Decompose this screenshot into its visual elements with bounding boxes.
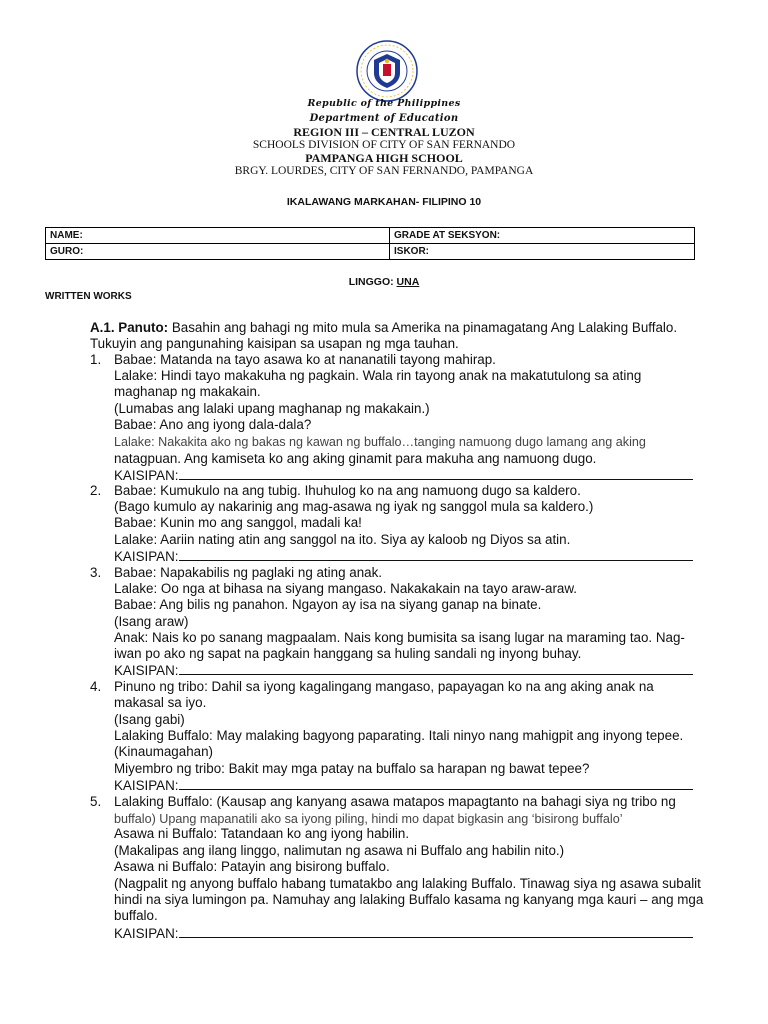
item-number: 4. xyxy=(90,679,102,694)
section-label: WRITTEN WORKS xyxy=(45,291,132,302)
dialogue-line: Asawa ni Buffalo: Patayin ang bisirong buffalo. xyxy=(114,859,390,874)
kaisipan-answer-line[interactable]: KAISIPAN: xyxy=(114,925,693,942)
dialogue-line: Lalake: Aariin nating atin ang sanggol na ito. Siya ay kaloob ng Diyos sa atin. xyxy=(114,532,571,547)
week-value: UNA xyxy=(396,276,420,288)
dialogue-line: Babae: Ano ang iyong dala-dala? xyxy=(114,417,312,432)
dialogue-line: Anak: Nais ko po sanang magpaalam. Nais kong bumisita sa isang lugar na maraming tao. Nag- xyxy=(114,630,685,645)
teacher-field[interactable]: GURO: xyxy=(46,244,390,260)
dialogue-line: (Nagpalit ng anyong buffalo habang tumatakbo ang lalaking Buffalo. Tinawag siya ng asawa subalit xyxy=(114,876,701,891)
dialogue-line: (Makalipas ang ilang linggo, nalimutan ng asawa ni Buffalo ang habilin nito.) xyxy=(114,843,565,858)
score-field[interactable]: ISKOR: xyxy=(390,244,695,260)
instructions-label: A.1. Panuto: xyxy=(90,320,169,335)
school-address: BRGY. LOURDES, CITY OF SAN FERNANDO, PAMPANGA xyxy=(234,165,534,177)
dialogue-line: natagpuan. Ang kamiseta ko ang aking ginamit para makuha ang namuong dugo. xyxy=(114,451,597,466)
dialogue-line: iwan po ako ng sapat na pagkain hanggang sa huling sandali ng inyong buhay. xyxy=(114,646,582,661)
dialogue-line: (Lumabas ang lalaki upang maghanap ng makakain.) xyxy=(114,401,430,416)
dialogue-line: Miyembro ng tribo: Bakit may mga patay na buffalo sa harapan ng bawat tepee? xyxy=(114,761,590,776)
grade-section-field[interactable]: GRADE AT SEKSYON: xyxy=(390,228,695,244)
dialogue-line: Babae: Kunin mo ang sanggol, madali ka! xyxy=(114,515,362,530)
item-number: 1. xyxy=(90,352,102,367)
dialogue-line: buffalo) Upang mapanatili ako sa iyong piling, hindi mo dapat bigkasin ang ‘bisirong buffalo’ xyxy=(114,812,623,826)
dialogue-line: maghanap ng makakain. xyxy=(114,384,261,399)
dialogue-line: Babae: Ang bilis ng panahon. Ngayon ay isa na siyang ganap na binate. xyxy=(114,597,542,612)
item-number: 5. xyxy=(90,794,102,809)
student-info-table xyxy=(45,227,695,260)
kaisipan-answer-line[interactable]: KAISIPAN: xyxy=(114,777,693,794)
dialogue-line: (Isang gabi) xyxy=(114,712,185,727)
dialogue-line: Lalake: Hindi tayo makakuha ng pagkain. Wala rin tayong anak na makatutulong sa ating xyxy=(114,368,642,383)
kaisipan-answer-line[interactable]: KAISIPAN: xyxy=(114,467,693,484)
dialogue-line: Lalake: Nakakita ako ng bakas ng kawan ng buffalo…tanging namuong dugo lamang ang aking xyxy=(114,435,646,449)
dialogue-line: Pinuno ng tribo: Dahil sa iyong kagalingang mangaso, papayagan ko na ang aking anak na xyxy=(114,679,654,694)
deped-seal-icon xyxy=(356,40,418,102)
dialogue-line: Babae: Matanda na tayo asawa ko at nananatili tayong mahirap. xyxy=(114,352,496,367)
division-line: SCHOOLS DIVISION OF CITY OF SAN FERNANDO xyxy=(252,139,516,151)
dialogue-line: Babae: Kumukulo na ang tubig. Ihuhulog ko na ang namuong dugo sa kaldero. xyxy=(114,483,581,498)
kaisipan-answer-line[interactable]: KAISIPAN: xyxy=(114,662,693,679)
dialogue-line: (Kinaumagahan) xyxy=(114,744,214,759)
instructions: A.1. Panuto: Basahin ang bahagi ng mito mula sa Amerika na pinamagatang Ang Lalaking Buffalo. xyxy=(90,320,678,335)
dialogue-line: hindi na siya lumingon pa. Namuhay ang lalaking Buffalo kasama ng kanyang mga kauri – ang mga xyxy=(114,892,704,907)
week-line: LINGGO: UNA xyxy=(348,276,420,288)
name-field[interactable]: NAME: xyxy=(46,228,390,244)
exam-title: IKALAWANG MARKAHAN- FILIPINO 10 xyxy=(286,196,482,208)
dialogue-line: Lalake: Oo nga at bihasa na siyang mangaso. Nakakakain na tayo araw-araw. xyxy=(114,581,578,596)
republic-line: Republic of the Philippines xyxy=(307,98,461,109)
dialogue-line: makasal sa iyo. xyxy=(114,695,207,710)
dialogue-line: Lalaking Buffalo: May malaking bagyong paparating. Itali ninyo nang mahigpit ang inyong tepee. xyxy=(114,728,684,743)
item-number: 3. xyxy=(90,565,102,580)
kaisipan-answer-line[interactable]: KAISIPAN: xyxy=(114,548,693,565)
dialogue-line: (Bago kumulo ay nakarinig ang mag-asawa ng iyak ng sanggol mula sa kaldero.) xyxy=(114,499,594,514)
dialogue-line: (Isang araw) xyxy=(114,614,189,629)
region-line: REGION III – CENTRAL LUZON xyxy=(293,125,475,139)
instructions-line-2: Tukuyin ang pangunahing kaisipan sa usapan ng mga tauhan. xyxy=(90,336,459,351)
department-line: Department of Education xyxy=(309,113,459,124)
school-name: PAMPANGA HIGH SCHOOL xyxy=(305,151,463,165)
dialogue-line: Asawa ni Buffalo: Tatandaan ko ang iyong habilin. xyxy=(114,826,410,841)
item-number: 2. xyxy=(90,483,102,498)
dialogue-line: Lalaking Buffalo: (Kausap ang kanyang asawa matapos mapagtanto na bahagi siya ng tribo ng xyxy=(114,794,676,809)
dialogue-line: Babae: Napakabilis ng paglaki ng ating anak. xyxy=(114,565,383,580)
dialogue-line: buffalo. xyxy=(114,908,158,923)
